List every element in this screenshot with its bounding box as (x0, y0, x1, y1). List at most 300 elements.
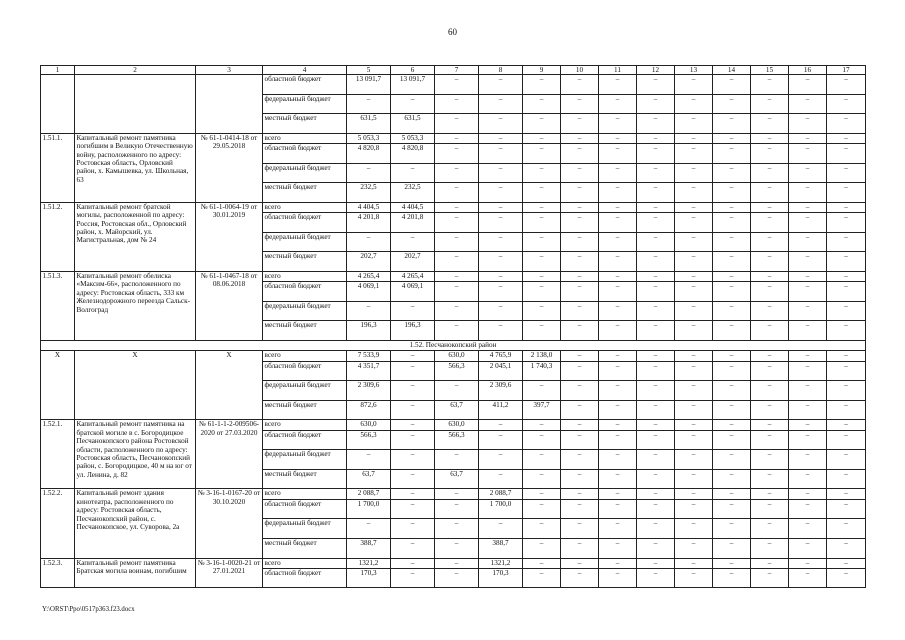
value-cell: – (391, 489, 435, 499)
section-title: 1.52. Песчанокопский район (41, 341, 866, 351)
value-cell: – (561, 568, 599, 588)
value-cell: – (675, 519, 713, 539)
value-cell: – (599, 381, 637, 401)
value-cell: – (435, 252, 479, 272)
value-cell: – (561, 133, 599, 143)
header-cell: 1 (41, 66, 75, 75)
value-cell: – (675, 183, 713, 203)
value-cell: – (675, 558, 713, 568)
budget-table-container (40, 65, 862, 588)
value-cell: – (827, 75, 866, 95)
value-cell: – (561, 420, 599, 430)
value-cell: 4 351,7 (347, 361, 391, 381)
value-cell: – (637, 94, 675, 114)
value-cell: – (561, 361, 599, 381)
value-cell: – (751, 568, 789, 588)
funding-source: местный бюджет (263, 538, 347, 558)
value-cell: – (675, 381, 713, 401)
value-cell: – (789, 282, 827, 302)
value-cell: – (789, 361, 827, 381)
value-cell: 63,7 (435, 400, 479, 420)
value-cell: – (435, 75, 479, 95)
value-cell: – (751, 282, 789, 302)
value-cell: – (637, 114, 675, 134)
value-cell: – (391, 351, 435, 361)
value-cell: – (599, 252, 637, 272)
value-cell: – (751, 351, 789, 361)
value-cell: – (637, 282, 675, 302)
table-row (41, 420, 866, 430)
value-cell: – (675, 469, 713, 489)
value-cell: – (789, 400, 827, 420)
object-name (75, 75, 196, 134)
value-cell: – (523, 213, 561, 233)
header-cell: 14 (713, 66, 751, 75)
value-cell: – (599, 538, 637, 558)
value-cell: – (751, 202, 789, 212)
value-cell: – (435, 232, 479, 252)
value-cell: – (713, 271, 751, 281)
value-cell: – (751, 114, 789, 134)
value-cell: – (599, 232, 637, 252)
value-cell: – (637, 232, 675, 252)
value-cell: 1321,2 (479, 558, 523, 568)
value-cell: – (751, 252, 789, 272)
value-cell: – (479, 213, 523, 233)
value-cell: – (561, 252, 599, 272)
value-cell: – (675, 321, 713, 341)
value-cell: – (789, 114, 827, 134)
value-cell: – (391, 163, 435, 183)
value-cell: – (599, 361, 637, 381)
value-cell: – (827, 568, 866, 588)
value-cell: – (523, 144, 561, 164)
table-row (41, 489, 866, 499)
value-cell: – (827, 538, 866, 558)
value-cell: – (479, 321, 523, 341)
document-number: № 3-16-1-0020-21 от 27.01.2021 (196, 558, 263, 588)
value-cell: – (789, 489, 827, 499)
value-cell: – (561, 144, 599, 164)
value-cell: – (713, 519, 751, 539)
value-cell: – (713, 469, 751, 489)
object-name: Капитальный ремонт памятника погибшим в Великую Отечественную войну, расположенного по адресу: Ростовская область, Орловский район, х. Камышевка, ул. Школьная, 63 (75, 133, 196, 202)
value-cell: – (789, 183, 827, 203)
value-cell: – (713, 301, 751, 321)
value-cell: – (523, 282, 561, 302)
value-cell: 4 404,5 (347, 202, 391, 212)
value-cell: – (435, 271, 479, 281)
value-cell: 872,6 (347, 400, 391, 420)
value-cell: – (347, 94, 391, 114)
value-cell: 232,5 (347, 183, 391, 203)
value-cell: – (713, 568, 751, 588)
value-cell: – (827, 94, 866, 114)
value-cell: – (675, 94, 713, 114)
value-cell: – (435, 558, 479, 568)
value-cell: – (789, 202, 827, 212)
value-cell: – (637, 519, 675, 539)
value-cell: – (435, 94, 479, 114)
value-cell: – (751, 232, 789, 252)
value-cell: – (637, 301, 675, 321)
header-cell: 8 (479, 66, 523, 75)
value-cell: – (637, 489, 675, 499)
value-cell: – (479, 469, 523, 489)
value-cell: – (675, 163, 713, 183)
value-cell: – (713, 450, 751, 470)
value-cell: – (599, 271, 637, 281)
row-number: 1.52.3. (41, 558, 75, 588)
value-cell: – (675, 538, 713, 558)
row-number: X (41, 351, 75, 420)
value-cell: 566,3 (435, 361, 479, 381)
value-cell: – (713, 558, 751, 568)
value-cell: – (637, 381, 675, 401)
value-cell: – (675, 301, 713, 321)
value-cell: 63,7 (435, 469, 479, 489)
value-cell: – (435, 450, 479, 470)
value-cell: – (827, 144, 866, 164)
value-cell: – (637, 252, 675, 272)
value-cell: – (789, 232, 827, 252)
value-cell: – (751, 75, 789, 95)
value-cell: – (827, 301, 866, 321)
value-cell: – (599, 75, 637, 95)
value-cell: – (435, 568, 479, 588)
table-row (41, 558, 866, 568)
value-cell: – (713, 400, 751, 420)
value-cell: – (523, 450, 561, 470)
value-cell: – (599, 321, 637, 341)
value-cell: – (637, 430, 675, 450)
value-cell: – (479, 271, 523, 281)
value-cell: – (435, 183, 479, 203)
funding-source: всего (263, 489, 347, 499)
funding-source: федеральный бюджет (263, 301, 347, 321)
value-cell: – (751, 321, 789, 341)
header-cell: 12 (637, 66, 675, 75)
object-name: Капитальный ремонт здания кинотеатра, расположенного по адресу: Ростовская область, Песчанокопский район, с. Песчанокопское, ул. Суворова, 2а (75, 489, 196, 558)
value-cell: 170,3 (347, 568, 391, 588)
value-cell: – (637, 321, 675, 341)
value-cell: – (675, 282, 713, 302)
value-cell: – (637, 163, 675, 183)
value-cell: – (751, 133, 789, 143)
object-name: Капитальный ремонт памятника Братская могила воинам, погибшим (75, 558, 196, 588)
funding-source: всего (263, 202, 347, 212)
header-cell: 2 (75, 66, 196, 75)
object-name: Капитальный ремонт памятника на братской могиле в с. Богородицкое Песчанокопского района Ростовской области, расположенного по адресу: Ростовская область, Песчанокопский район, с. Богородицкое, 40 м на юг от ул. Ленина, д. 82 (75, 420, 196, 489)
value-cell: – (561, 271, 599, 281)
value-cell: – (713, 321, 751, 341)
value-cell: – (523, 202, 561, 212)
value-cell: – (523, 271, 561, 281)
value-cell: – (789, 133, 827, 143)
value-cell: 630,0 (435, 351, 479, 361)
value-cell: – (523, 489, 561, 499)
value-cell: – (789, 430, 827, 450)
row-number: 1.51.1. (41, 133, 75, 202)
value-cell: – (599, 114, 637, 134)
value-cell: 202,7 (347, 252, 391, 272)
value-cell: – (479, 450, 523, 470)
value-cell: – (751, 430, 789, 450)
value-cell: – (391, 420, 435, 430)
value-cell: – (561, 381, 599, 401)
funding-source: областной бюджет (263, 361, 347, 381)
value-cell: – (435, 499, 479, 519)
value-cell: – (435, 202, 479, 212)
value-cell: – (391, 538, 435, 558)
value-cell: – (391, 568, 435, 588)
value-cell: 202,7 (391, 252, 435, 272)
value-cell: – (789, 381, 827, 401)
header-cell: 3 (196, 66, 263, 75)
value-cell: 2 045,1 (479, 361, 523, 381)
funding-source: всего (263, 420, 347, 430)
value-cell: – (523, 469, 561, 489)
value-cell: 566,3 (435, 430, 479, 450)
value-cell: – (599, 213, 637, 233)
value-cell: – (637, 420, 675, 430)
value-cell: 4 820,8 (347, 144, 391, 164)
value-cell: – (391, 400, 435, 420)
row-number: 1.52.2. (41, 489, 75, 558)
header-cell: 5 (347, 66, 391, 75)
document-number: № 61-1-0467-18 от 08.06.2018 (196, 271, 263, 340)
section-row (41, 341, 866, 351)
value-cell: – (827, 163, 866, 183)
value-cell: – (675, 75, 713, 95)
value-cell: – (713, 144, 751, 164)
value-cell: – (523, 381, 561, 401)
value-cell: – (713, 430, 751, 450)
value-cell: – (751, 301, 789, 321)
value-cell: – (713, 420, 751, 430)
value-cell: – (599, 568, 637, 588)
value-cell: – (713, 381, 751, 401)
value-cell: – (561, 163, 599, 183)
value-cell: – (827, 361, 866, 381)
funding-source: местный бюджет (263, 183, 347, 203)
value-cell: – (827, 499, 866, 519)
funding-source: федеральный бюджет (263, 163, 347, 183)
header-cell: 9 (523, 66, 561, 75)
value-cell: – (479, 183, 523, 203)
value-cell: – (637, 75, 675, 95)
value-cell: – (599, 420, 637, 430)
value-cell: – (435, 538, 479, 558)
value-cell: – (789, 499, 827, 519)
value-cell: – (637, 183, 675, 203)
value-cell: – (713, 489, 751, 499)
value-cell: – (435, 114, 479, 134)
value-cell: 232,5 (391, 183, 435, 203)
value-cell: – (751, 499, 789, 519)
value-cell: 388,7 (347, 538, 391, 558)
value-cell: – (561, 94, 599, 114)
value-cell: – (479, 232, 523, 252)
value-cell: – (523, 301, 561, 321)
value-cell: 4 820,8 (391, 144, 435, 164)
value-cell: – (599, 489, 637, 499)
value-cell: – (675, 114, 713, 134)
value-cell: – (561, 282, 599, 302)
budget-table (40, 65, 866, 588)
value-cell: – (637, 568, 675, 588)
value-cell: – (675, 450, 713, 470)
value-cell: 2 088,7 (347, 489, 391, 499)
value-cell: – (789, 252, 827, 272)
value-cell: – (713, 94, 751, 114)
value-cell: – (561, 114, 599, 134)
value-cell: – (599, 94, 637, 114)
value-cell: – (789, 469, 827, 489)
value-cell: – (713, 75, 751, 95)
value-cell: 397,7 (523, 400, 561, 420)
value-cell: 1 700,0 (479, 499, 523, 519)
value-cell: – (637, 213, 675, 233)
value-cell: – (637, 271, 675, 281)
value-cell: – (391, 301, 435, 321)
row-number: 1.51.2. (41, 202, 75, 271)
value-cell: – (827, 114, 866, 134)
header-cell: 10 (561, 66, 599, 75)
value-cell: – (599, 351, 637, 361)
value-cell: – (637, 361, 675, 381)
value-cell: – (347, 450, 391, 470)
value-cell: – (789, 558, 827, 568)
value-cell: – (599, 202, 637, 212)
value-cell: – (561, 321, 599, 341)
value-cell: – (713, 361, 751, 381)
document-number: X (196, 351, 263, 420)
value-cell: – (675, 361, 713, 381)
value-cell: 5 053,3 (391, 133, 435, 143)
value-cell: – (751, 381, 789, 401)
value-cell: 4 069,1 (347, 282, 391, 302)
value-cell: – (561, 469, 599, 489)
value-cell: 4 404,5 (391, 202, 435, 212)
value-cell: – (827, 430, 866, 450)
value-cell: – (751, 183, 789, 203)
table-row (41, 133, 866, 143)
value-cell: – (637, 469, 675, 489)
funding-source: областной бюджет (263, 144, 347, 164)
value-cell: 1 740,3 (523, 361, 561, 381)
value-cell: 5 053,3 (347, 133, 391, 143)
value-cell: – (675, 271, 713, 281)
value-cell: – (751, 271, 789, 281)
value-cell: – (347, 301, 391, 321)
value-cell: – (523, 75, 561, 95)
value-cell: – (561, 538, 599, 558)
object-name: Капитальный ремонт обелиска «Максим-66», расположенного по адресу: Ростовская область, 333 км Железнодорожного переезда Сальск-Волгоград (75, 271, 196, 340)
value-cell: 4 265,4 (391, 271, 435, 281)
value-cell: – (391, 499, 435, 519)
value-cell: – (599, 282, 637, 302)
value-cell: – (827, 420, 866, 430)
funding-source: всего (263, 351, 347, 361)
value-cell: – (435, 213, 479, 233)
value-cell: – (675, 420, 713, 430)
value-cell: – (523, 114, 561, 134)
value-cell: – (637, 499, 675, 519)
value-cell: – (827, 450, 866, 470)
value-cell: – (479, 420, 523, 430)
value-cell: – (599, 133, 637, 143)
value-cell: – (827, 519, 866, 539)
value-cell: – (523, 183, 561, 203)
value-cell: – (713, 232, 751, 252)
value-cell: – (391, 469, 435, 489)
value-cell: – (599, 450, 637, 470)
value-cell: – (599, 163, 637, 183)
value-cell: – (675, 252, 713, 272)
table-row (41, 271, 866, 281)
funding-source: областной бюджет (263, 213, 347, 233)
document-number: № 61-1-0414-18 от 29.05.2018 (196, 133, 263, 202)
value-cell: 631,5 (391, 114, 435, 134)
value-cell: 7 533,9 (347, 351, 391, 361)
value-cell: 2 309,6 (479, 381, 523, 401)
header-cell: 16 (789, 66, 827, 75)
value-cell: 1 700,0 (347, 499, 391, 519)
value-cell: – (479, 75, 523, 95)
value-cell: – (789, 450, 827, 470)
funding-source: областной бюджет (263, 568, 347, 588)
value-cell: – (827, 271, 866, 281)
value-cell: – (599, 144, 637, 164)
value-cell: – (523, 538, 561, 558)
value-cell: – (675, 133, 713, 143)
value-cell: 196,3 (347, 321, 391, 341)
header-cell: 15 (751, 66, 789, 75)
value-cell: – (523, 499, 561, 519)
value-cell: – (523, 133, 561, 143)
value-cell: – (561, 183, 599, 203)
value-cell: – (827, 202, 866, 212)
value-cell: – (637, 202, 675, 212)
value-cell: – (561, 301, 599, 321)
funding-source: областной бюджет (263, 75, 347, 95)
value-cell: 4 765,9 (479, 351, 523, 361)
value-cell: – (435, 282, 479, 302)
value-cell: – (479, 114, 523, 134)
funding-source: федеральный бюджет (263, 94, 347, 114)
value-cell: – (561, 75, 599, 95)
value-cell: 13 091,7 (347, 75, 391, 95)
row-number: 1.52.1. (41, 420, 75, 489)
value-cell: – (789, 213, 827, 233)
value-cell: – (637, 351, 675, 361)
value-cell: – (523, 232, 561, 252)
value-cell: – (789, 301, 827, 321)
value-cell: – (523, 430, 561, 450)
document-number: № 61-1-0064-19 от 30.01.2019 (196, 202, 263, 271)
value-cell: – (789, 420, 827, 430)
row-number: 1.51.3. (41, 271, 75, 340)
value-cell: – (675, 202, 713, 212)
value-cell: – (479, 430, 523, 450)
row-number (41, 75, 75, 134)
value-cell: – (713, 114, 751, 134)
funding-source: федеральный бюджет (263, 519, 347, 539)
value-cell: – (713, 133, 751, 143)
value-cell: – (435, 301, 479, 321)
value-cell: – (435, 519, 479, 539)
